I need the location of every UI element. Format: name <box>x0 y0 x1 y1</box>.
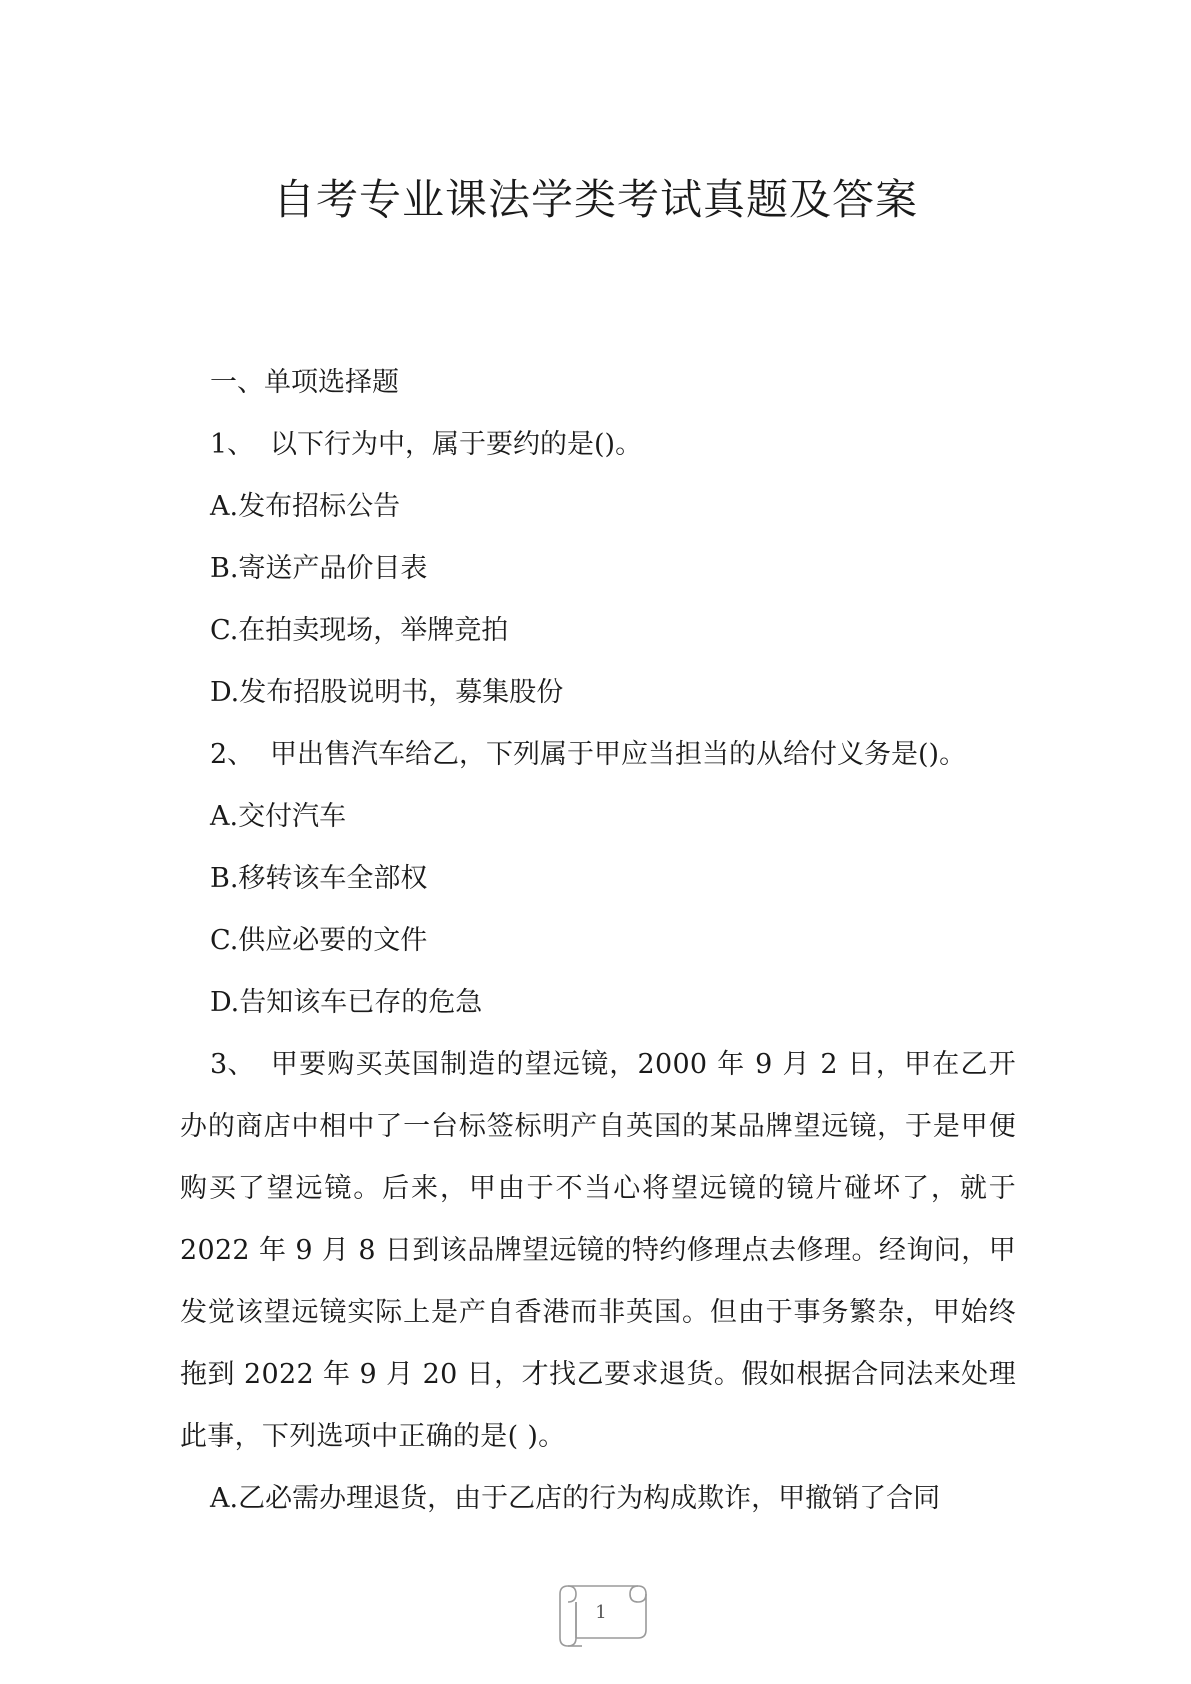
question-3 <box>180 1034 1016 1468</box>
question-1-stem: 以下行为中，属于要约的是()。 <box>270 429 643 460</box>
document-body <box>180 352 1016 1530</box>
question-1-option-b: B.寄送产品价目表 <box>210 553 428 584</box>
question-1-option-d: D.发布招股说明书，募集股份 <box>210 677 564 708</box>
question-2-option-a: A.交付汽车 <box>210 801 347 832</box>
page-number-badge <box>546 1572 656 1652</box>
question-2 <box>180 724 1016 786</box>
question-2-option-d: D.告知该车已存的危急 <box>210 987 483 1018</box>
page-number: 1 <box>595 1602 607 1623</box>
section-heading: 一、单项选择题 <box>210 367 399 398</box>
question-1-option-c: C.在拍卖现场，举牌竞拍 <box>210 615 509 646</box>
question-2-number: 2、 <box>210 739 255 770</box>
question-2-option-c: C.供应必要的文件 <box>210 925 428 956</box>
question-3-option-a: A.乙必需办理退货，由于乙店的行为构成欺诈，甲撤销了合同 <box>210 1483 941 1514</box>
question-3-number: 3、 <box>210 1049 255 1080</box>
document-title: 自考专业课法学类考试真题及答案 <box>272 175 918 224</box>
question-1-number: 1、 <box>210 429 255 460</box>
question-2-stem: 甲出售汽车给乙，下列属于甲应当担当的从给付义务是()。 <box>270 739 967 770</box>
question-2-option-b: B.移转该车全部权 <box>210 863 428 894</box>
question-1 <box>180 414 1016 476</box>
question-1-option-a: A.发布招标公告 <box>210 491 401 522</box>
question-3-stem: 甲要购买英国制造的望远镜，2000 年 9 月 2 日，甲在乙开办的商店中相中了一台标签标明产自英国的某品牌望远镜，于是甲便购买了望远镜。后来，甲由于不当心将望远镜的镜片碰坏了，就于 2022 年 9 月 8 日到该品牌望远镜的特约修理点去修理。经询问，甲发觉该望远镜实际上是产自香港而非英国。但由于事务繁杂，甲始终拖到 2022 年 9 月 20 日，才找乙要求退货。假如根据合同法来处理此事，下列选项中正确的是( )。 <box>180 1049 1016 1452</box>
